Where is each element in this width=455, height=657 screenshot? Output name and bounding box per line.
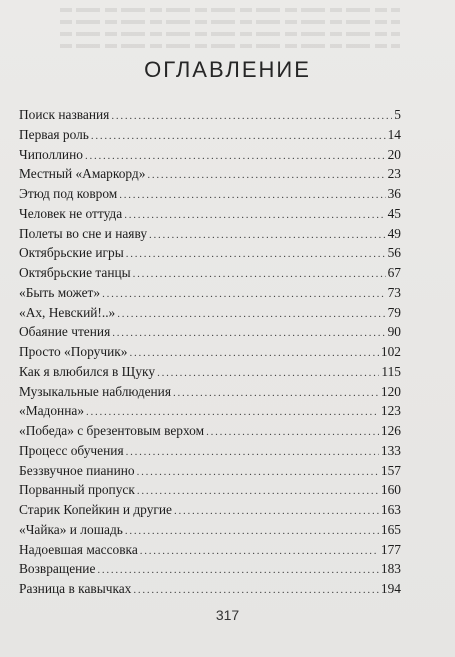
toc-dot-leader xyxy=(133,584,379,596)
show-through-line xyxy=(60,8,400,12)
toc-entry-title: Музыкальные наблюдения xyxy=(19,383,172,399)
toc-entry-page: 157 xyxy=(380,462,401,478)
toc-dot-leader xyxy=(112,327,385,339)
toc-dot-leader xyxy=(126,248,386,260)
toc-entry-page: 160 xyxy=(380,482,401,498)
toc-entry-title: Октябрьские игры xyxy=(19,245,124,261)
toc-dot-leader xyxy=(85,150,386,162)
toc-dot-leader xyxy=(173,387,379,399)
toc-entry-page: 165 xyxy=(380,521,401,537)
toc-entry-page: 120 xyxy=(380,383,401,399)
toc-entry xyxy=(19,561,401,581)
toc-entry-title: Надоевшая массовка xyxy=(19,541,138,557)
toc-dot-leader xyxy=(174,505,379,517)
toc-entry-page: 133 xyxy=(380,442,401,458)
toc-entry-title: Поиск названия xyxy=(19,107,110,122)
toc-entry xyxy=(19,581,401,601)
toc-entry xyxy=(19,482,401,502)
toc-entry xyxy=(19,443,401,463)
toc-entry xyxy=(19,522,401,542)
toc-entry-title: «Мадонна» xyxy=(19,403,85,419)
toc-entry-title: Возвращение xyxy=(19,561,96,577)
toc-entry-page: 45 xyxy=(387,205,401,221)
toc-entry-page: 56 xyxy=(387,245,401,261)
toc-entry xyxy=(19,502,401,522)
toc-entry xyxy=(19,186,401,206)
toc-entry xyxy=(19,364,401,384)
toc-entry xyxy=(19,344,401,364)
toc-entry-title: Чиполлино xyxy=(19,146,83,162)
show-through-text xyxy=(60,0,400,60)
toc-dot-leader xyxy=(111,110,392,122)
toc-entry-page: 67 xyxy=(387,265,401,280)
toc-entry-page: 177 xyxy=(380,541,401,557)
toc-dot-leader xyxy=(117,308,385,320)
toc-entry xyxy=(19,305,401,325)
toc-dot-leader xyxy=(206,426,379,438)
toc-dot-leader xyxy=(86,406,379,418)
toc-entry-page: 163 xyxy=(380,502,401,517)
toc-entry-page: 79 xyxy=(387,304,401,320)
toc-entry-page: 90 xyxy=(387,324,401,340)
page-number: 317 xyxy=(215,607,240,623)
toc-entry-title: «Победа» с брезентовым верхом xyxy=(19,423,205,438)
toc-entry-title: Октябрьские танцы xyxy=(19,265,131,280)
toc-dot-leader xyxy=(129,347,378,359)
toc-entry-title: Этюд под ковром xyxy=(19,186,118,201)
toc-entry xyxy=(19,324,401,344)
toc-entry-title: Старик Копейкин и другие xyxy=(19,502,172,517)
toc-dot-leader xyxy=(124,209,385,221)
toc-entry-page: 14 xyxy=(387,126,401,142)
toc-dot-leader xyxy=(137,466,379,478)
toc-entry xyxy=(19,285,401,305)
toc-entry-page: 5 xyxy=(394,107,401,122)
toc-entry xyxy=(19,403,401,423)
toc-entry-title: Местный «Амаркорд» xyxy=(19,166,146,182)
toc-entry-title: Полеты во сне и наяву xyxy=(19,225,148,241)
toc-entry xyxy=(19,166,401,186)
toc-entry-page: 20 xyxy=(387,146,401,162)
toc-entry-title: «Быть может» xyxy=(19,284,101,300)
toc-dot-leader xyxy=(97,564,378,576)
toc-dot-leader xyxy=(140,545,379,557)
toc-entry-title: Процесс обучения xyxy=(19,442,124,458)
toc-entry-page: 73 xyxy=(387,284,401,300)
toc-entry-title: Первая роль xyxy=(19,126,89,142)
toc-entry-title: Обаяние чтения xyxy=(19,324,111,340)
toc-entry xyxy=(19,423,401,443)
toc-entry-page: 123 xyxy=(380,403,401,419)
toc-entry-title: «Ах, Невский!..» xyxy=(19,304,116,320)
toc-entry-title: Человек не оттуда xyxy=(19,205,123,221)
toc-entry-title: Просто «Поручик» xyxy=(19,344,128,359)
toc-entry xyxy=(19,127,401,147)
toc-dot-leader xyxy=(149,229,386,241)
toc-dot-leader xyxy=(147,169,385,181)
toc-entry-title: «Чайка» и лошадь xyxy=(19,521,123,537)
toc-entry-page: 23 xyxy=(387,166,401,182)
toc-entry-title: Как я влюбился в Щуку xyxy=(19,363,156,379)
toc-dot-leader xyxy=(119,189,385,201)
toc-entry-title: Разница в кавычках xyxy=(19,581,132,596)
toc-entry-page: 115 xyxy=(381,363,401,379)
toc-dot-leader xyxy=(157,367,379,379)
toc-entry xyxy=(19,107,401,127)
toc-entry-page: 126 xyxy=(380,423,401,438)
toc-entry-title: Порванный пропуск xyxy=(19,482,135,498)
toc-entry xyxy=(19,226,401,246)
toc-entry-page: 102 xyxy=(380,344,401,359)
show-through-line xyxy=(60,44,400,48)
toc-dot-leader xyxy=(91,130,386,142)
table-of-contents xyxy=(19,107,401,601)
toc-dot-leader xyxy=(133,268,386,280)
toc-entry-page: 183 xyxy=(380,561,401,577)
toc-entry-page: 49 xyxy=(387,225,401,241)
show-through-line xyxy=(60,20,400,24)
toc-entry xyxy=(19,384,401,404)
toc-dot-leader xyxy=(125,525,379,537)
toc-dot-leader xyxy=(102,288,386,300)
toc-entry xyxy=(19,542,401,562)
toc-entry xyxy=(19,206,401,226)
toc-entry xyxy=(19,463,401,483)
show-through-line xyxy=(60,32,400,36)
toc-entry-page: 194 xyxy=(380,581,401,596)
toc-entry xyxy=(19,265,401,285)
toc-entry-title: Беззвучное пианино xyxy=(19,462,135,478)
toc-entry xyxy=(19,245,401,265)
toc-entry-page: 36 xyxy=(387,186,401,201)
page-title: ОГЛАВЛЕНИЕ xyxy=(144,57,311,82)
toc-dot-leader xyxy=(137,485,379,497)
toc-dot-leader xyxy=(126,446,379,458)
toc-entry xyxy=(19,147,401,167)
